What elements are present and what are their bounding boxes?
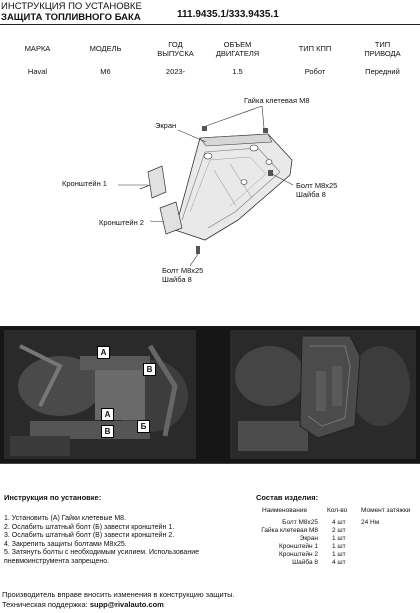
marker-v: В [101, 425, 114, 438]
marker-b: Б [137, 420, 150, 433]
label-screen: Экран [155, 121, 177, 130]
label-bolt-bottom: Болт М8х25 Шайба 8 [162, 266, 204, 284]
composition-name-3: Экран [299, 535, 318, 542]
support-email[interactable]: supp@rivalauto.com [89, 600, 164, 609]
instructions-list [4, 515, 199, 567]
instruction-step-1: 1. Установить (А) Гайки клетевые М8. [4, 515, 127, 522]
instruction-step-4: 4. Закрепить защиты болтами М8х25. [4, 540, 127, 548]
spec-header-engine-text: ОБЪЕМ ДВИГАТЕЛЯ [215, 40, 260, 58]
composition-table-torque [361, 519, 379, 527]
bracket-1 [140, 166, 166, 198]
composition-qty-2: 2 шт [332, 527, 346, 534]
composition-name-1: Болт М8х25 [282, 519, 318, 526]
instructions-title: Инструкция по установке: [4, 493, 102, 502]
spec-header-brand: МАРКА [24, 44, 51, 53]
shield-plate [175, 134, 292, 240]
instruction-step-5-cont: пневмоинструмента запрещено. [4, 557, 110, 565]
composition-name-6: Шайба 8 [292, 559, 318, 566]
spec-brand: Haval [27, 67, 48, 76]
instruction-step-3: 3. Ослабить штатный болт (В) завести кронштейн 2. [4, 532, 175, 540]
composition-header-torque: Момент затяжки [361, 507, 411, 514]
composition-qty-5: 1 шт [332, 551, 346, 558]
spec-header-transmission: ТИП КПП [298, 44, 332, 53]
header-line1: ИНСТРУКЦИЯ ПО УСТАНОВКЕ [1, 1, 142, 12]
support-label: Техническая поддержка: [2, 600, 88, 609]
composition-table-names [255, 519, 318, 567]
composition-table-qty [332, 519, 346, 567]
footer [2, 590, 235, 610]
spec-drive: Передний [365, 67, 400, 76]
cage-nut-1 [202, 126, 207, 131]
bolt-right [268, 170, 273, 176]
spec-header-year [148, 40, 203, 58]
marker-a-2: А [101, 408, 114, 421]
photo-after [230, 330, 416, 459]
composition-qty-6: 4 шт [332, 559, 346, 566]
instruction-step-5: 5. Затянуть болты с необходимым усилием. Использование [4, 549, 199, 557]
composition-header-qty: Кол-во [327, 507, 348, 514]
marker-a-1: А [97, 346, 110, 359]
composition-title: Состав изделия: [256, 493, 319, 502]
label-bracket2: Кронштейн 2 [99, 218, 144, 227]
leader-cage-nut [262, 106, 264, 128]
bracket-2 [160, 202, 182, 234]
composition-qty-1: 4 шт [332, 519, 346, 526]
composition-name-4: Кронштейн 1 [279, 543, 318, 550]
spec-header-drive-text: ТИП ПРИВОДА [364, 40, 401, 58]
spec-transmission: Робот [304, 67, 326, 76]
label-bracket1: Кронштейн 1 [62, 179, 107, 188]
leader-cage-nut-2 [206, 106, 262, 126]
leader-screen [178, 130, 206, 142]
spec-header-model: МОДЕЛЬ [89, 44, 122, 53]
marker-v-2: В [143, 363, 156, 376]
photo-divider [0, 463, 420, 464]
spec-header-year-text: ГОД ВЫПУСКА [157, 40, 194, 58]
composition-qty-4: 1 шт [332, 543, 346, 550]
composition-qty-3: 1 шт [332, 535, 346, 542]
composition-header-name: Наименование [262, 507, 308, 514]
exploded-diagram [0, 90, 420, 326]
instruction-header [1, 1, 142, 23]
spec-header-drive [355, 40, 410, 58]
spec-year: 2023- [165, 67, 186, 76]
cage-nut-2 [263, 128, 268, 133]
spec-engine: 1.5 [232, 67, 243, 76]
leader-bolt-bottom [190, 254, 198, 266]
composition-torque-1: 24 Нм [361, 519, 380, 526]
bolt-bottom [196, 246, 200, 254]
instruction-step-2: 2. Ослабить штатный болт (Б) завести кронштейн 1. [4, 523, 175, 531]
composition-name-2: Гайка клетевая М8 [261, 527, 318, 534]
composition-name-5: Кронштейн 2 [279, 551, 318, 558]
header-line2: ЗАЩИТА ТОПЛИВНОГО БАКА [1, 12, 141, 23]
label-bolt-right: Болт М8х25 Шайба 8 [296, 181, 338, 199]
footer-note: Производитель вправе вносить изменения в конструкцию защиты. [2, 590, 235, 599]
leader-bracket2 [150, 221, 164, 222]
part-numbers: 111.9435.1/333.9435.1 [177, 9, 279, 20]
spec-model: M6 [100, 67, 111, 76]
header-divider [0, 24, 420, 25]
label-cage-nut: Гайка клетевая М8 [244, 96, 310, 105]
footer-support [2, 600, 235, 610]
spec-header-engine [210, 40, 265, 58]
installation-photos [0, 326, 420, 463]
